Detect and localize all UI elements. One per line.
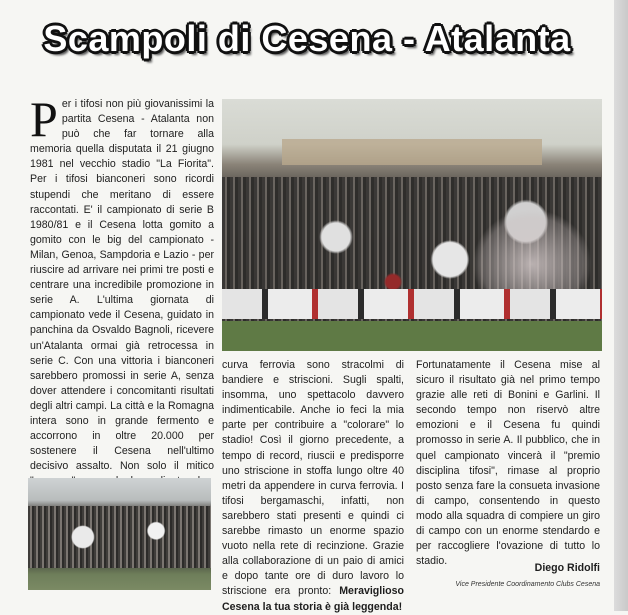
column-1-text: er i tifosi non più giovanissimi la partita Cesena - Atalanta non può che far tornare alla memoria quella disputata il 21 giugno 1981 nel vecchio stadio "La Fiorita". Per i tifosi bianconeri sono ricordi stupendi che meritano di essere raccontati. E' il campionato di serie B 1980/81 e il Cesena lotta gomito a gomito con le big del campionato - Milan, Genoa, Sampdoria e Lazio - per riuscire ad arrivare nei primi tre posti e centrare una incredibile promozione in serie A. L'ultima giornata di campionato vede il Cesena, guidato in panchina da Osvaldo Bagnoli, ricevere un'Atalanta ormai già retrocessa in serie C. Con una vittoria i bianconeri sarebbero promossi in serie A, senza dover attendere i concomitanti risultati degli altri campi. La città e la Romagna intera sono in grande fermento e accorrono in oltre 20.000 per sostenere il Cesena nell'ultimo decisivo assalto. Non solo il mitico <box>30 98 214 473</box>
curva-crowd-photo <box>28 478 211 590</box>
column-3 <box>416 358 600 569</box>
grandstand-roof <box>282 139 542 165</box>
stadium-banners <box>222 289 602 319</box>
curva-crowd <box>28 506 211 568</box>
author-name: Diego Ridolfi <box>534 562 600 574</box>
column-3-text: Fortunatamente il Cesena mise al sicuro il risultato già nel primo tempo grazie alle reti di Bonini e Garlini. Il secondo tempo non riservò altre emozioni e il Cesena fu quindi promosso in serie A. Il pubblico, che in quel campionato vincerà il "premio disciplina tifosi", rimase al proprio posto senza fare la consueta invasione di campo, consentendo in questo modo alla squadra di compiere un giro di campo con un enorme stendardo e per raccogliere l'ovazione di tutto lo stadio. <box>416 359 600 568</box>
column-1 <box>30 91 214 489</box>
stadium-crowd-photo <box>222 99 602 351</box>
banner-slogan: Meraviglioso Cesena la tua storia è già leggenda! <box>222 585 404 613</box>
column-2-text: curva ferrovia sono stracolmi di bandiere e striscioni. Sugli spalti, insomma, uno spettacolo davvero indimenticabile. Anche io feci la mia parte per contribuire a "colorare" lo stadio! Così il giorno precedente, a tempo di record, riuscii e predisporre uno striscione in stoffa lungo oltre 40 metri da appendere in curva ferrovia. I tifosi bergamaschi, infatti, non sarebbero stati presenti e quindi ci sarebbe rimasto un enorme spazio vuoto nella rete di recinzione. Grazie alla collaborazione di un paio di amici e dopo tante ore di duro lavoro lo striscione era pronto: <box>222 359 404 598</box>
page-edge <box>614 0 628 611</box>
column-2 <box>222 358 404 615</box>
author-role: Vice Presidente Coordinamento Clubs Cesena <box>455 581 600 588</box>
drop-cap: P <box>30 91 58 147</box>
pitch <box>222 321 602 351</box>
article-title: Scampoli di Cesena - Atalanta <box>43 18 571 59</box>
